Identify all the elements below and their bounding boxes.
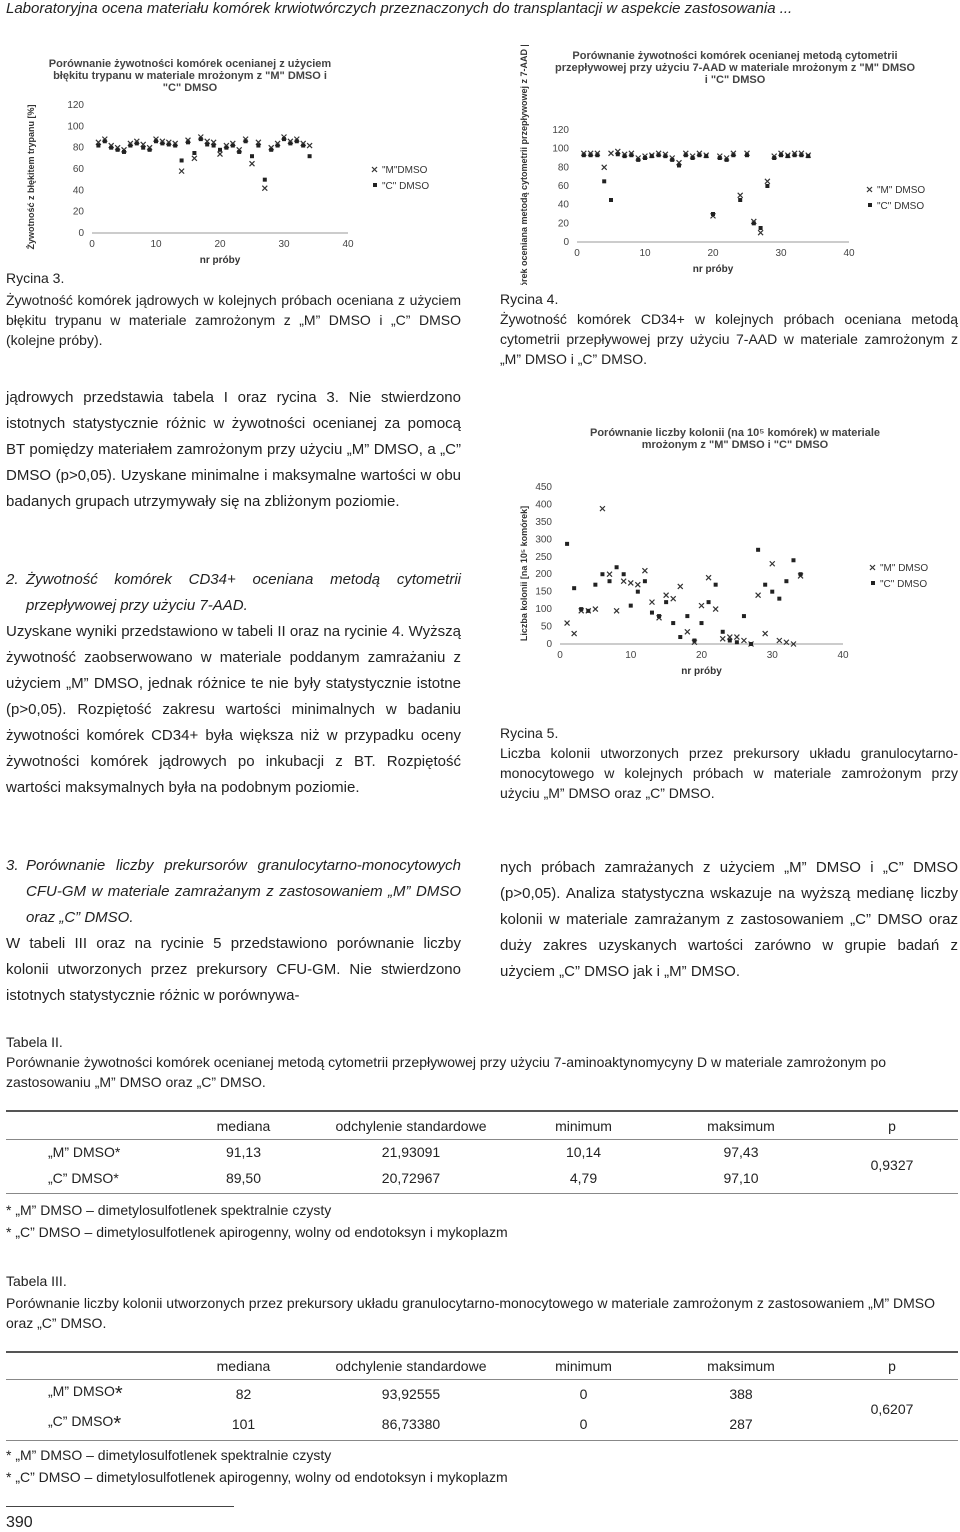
table-3-cell: 0 [579,1386,588,1403]
figure-5-caption: Liczba kolonii utworzonych przez prekursory układu granulocytarno-monocytowego w kolejnych próbach w materiale zamrożonym przy użyciu „M” DMSO oraz „C” DMSO. [500,745,958,801]
data-point-c [212,144,216,148]
data-point-m [593,607,598,612]
data-point-m [713,607,718,612]
y-tick-label: 250 [535,551,552,563]
data-point-c [704,154,708,158]
data-point-c [586,609,590,613]
x-tick-label: 40 [837,650,849,661]
y-tick-label: 100 [535,604,552,616]
x-tick-label: 10 [639,248,651,259]
y-tick-label: 80 [557,162,569,174]
table-2-header: p [888,1117,896,1134]
footer-rule [6,1506,234,1507]
data-point-c [186,140,190,144]
data-point-c [725,158,729,162]
y-tick-label: 60 [557,181,569,192]
table-2-cell: 21,93091 [381,1144,441,1161]
table-3-cell: 86,73380 [381,1416,441,1432]
figure-3-label: Rycina 3. [6,270,65,286]
data-point-m [777,638,782,643]
data-point-c [96,144,100,148]
data-point-c [697,153,701,157]
data-point-m [664,593,669,598]
table-2-header: minimum [555,1117,612,1134]
y-tick-label: 0 [78,228,84,239]
data-point-c [595,153,599,157]
data-point-m [642,568,647,573]
table-3-row-label-text: „M” DMSO [48,1382,115,1399]
data-point-c [308,154,312,158]
data-point-c [728,639,732,643]
table-3-footnote: * „M” DMSO – dimetylosulfotlenek spektralnie czysty [6,1447,332,1463]
table-row [6,1139,958,1165]
y-tick-label: 100 [67,121,84,133]
data-point-c [263,178,267,182]
legend-label: "M" DMSO [880,563,929,574]
data-point-c [269,148,273,152]
data-point-c [288,141,292,145]
y-tick-label: 150 [535,586,552,598]
chart-title-line: "C" DMSO [162,82,218,94]
data-point-c [623,154,627,158]
x-axis-label: nr próby [692,264,734,275]
table-3-row-label-text: „C” DMSO [48,1412,114,1429]
figure-3-caption: Żywotność komórek jądrowych w kolejnych próbach oceniana z użyciem błękitu trypanu w materiale zamrożonym z „M” DMSO i „C” DMSO (kolejne próby). [6,292,461,348]
table-3-bottom-rule [6,1440,958,1441]
data-point-c [663,154,667,158]
data-point-c [609,198,613,202]
y-tick-label: 300 [535,534,552,546]
table-2-bottom-rule [6,1193,958,1194]
y-tick-label: 0 [563,237,569,248]
section-3-heading [6,853,461,931]
data-point-m [678,584,683,589]
data-point-c [256,144,260,148]
table-3-cell: 101 [231,1416,256,1432]
data-point-m [763,631,768,636]
data-point-c [103,139,107,143]
table-2-cell: 89,50 [225,1170,262,1186]
table-2-header: odchylenie standardowe [335,1117,487,1134]
data-point-c [636,590,640,594]
x-tick-label: 10 [150,239,162,250]
y-tick-label: 20 [72,206,84,218]
data-point-c [116,148,120,152]
data-point-m [765,179,770,184]
x-axis-label: nr próby [681,666,722,677]
data-point-c [700,621,704,625]
legend-label: "C" DMSO [382,181,430,192]
data-point-c [629,604,633,608]
table-2-top-rule [6,1110,958,1112]
data-point-c [643,156,647,160]
table-2-cell: 91,13 [225,1144,262,1161]
data-point-c [582,153,586,157]
data-point-c [671,621,675,625]
data-point-c [622,572,626,576]
table-2-cell: 97,43 [723,1144,759,1161]
data-point-c [282,137,286,141]
data-point-m [179,169,184,174]
data-point-c [167,142,171,146]
data-point-c [615,565,619,569]
data-point-c [173,144,177,148]
data-point-m [565,621,570,626]
data-point-m [250,161,255,166]
data-point-c [749,642,753,646]
paragraph-2: Uzyskane wyniki przedstawiono w tabeli II oraz na rycinie 4. Wyższą żywotność zaobserwowano w materiale poddanym zamrażaniu z użyciem „M” DMSO, jednak różnice te nie były statystycznie istotne (p>0,05). Rozpiętość zakresu wartości minimalnych w badaniu żywotności komórek CD34+ była większa niż w przypadku oceny żywotności komórek jądrowych po inkubacji z BT. Rozpiętość wartości maksymalnych była na podobnym poziomie. [6,623,461,796]
x-tick-label: 20 [695,650,708,661]
data-point-c [122,150,126,154]
y-axis-label: Żywotność komórek oceniana metodą cytometrii przepływowej z 7-AAD [%] [519,45,529,285]
data-point-m [192,156,197,161]
data-point-c [756,548,760,552]
data-point-c [579,607,583,611]
section-2-title: Żywotność komórek CD34+ oceniana metodą cytometrii przepływowej przy użyciu 7-AAD. [26,571,461,614]
y-axis-label: Żywotność z błękitem trypanu [%] [26,104,36,250]
data-point-c [250,154,254,158]
table-row [6,1409,958,1439]
data-point-c [650,611,654,615]
x-tick-label: 30 [775,248,787,259]
table-3-cell: 287 [729,1416,753,1432]
figure-4-chart [515,45,960,290]
x-tick-label: 20 [707,248,719,259]
chart-title-line: i "C" DMSO [704,74,766,86]
data-point-c [565,542,569,546]
x-tick-label: 0 [557,650,563,661]
data-point-c [752,221,756,225]
data-point-m [621,579,626,584]
legend-label: "M" DMSO [877,185,926,196]
legend-marker-square [373,183,377,187]
chart-title-line: przepływowej przy użyciu 7-AAD w materiale mrożonym z "M" DMSO [554,62,916,74]
data-point-m [756,593,761,598]
table-3-cell: 93,92555 [381,1386,441,1403]
x-axis-label: nr próby [199,255,241,266]
table-3-row-marker: * [113,1412,122,1435]
data-point-c [745,153,749,157]
data-point-c [602,179,606,183]
y-tick-label: 100 [552,143,569,155]
data-point-c [180,158,184,162]
data-point-c [742,614,746,618]
data-point-m [602,165,607,170]
data-point-c [237,150,241,154]
x-tick-label: 40 [342,239,354,250]
data-point-c [691,156,695,160]
data-point-m [699,603,704,608]
data-point-m [671,596,676,601]
table-3-header: maksimum [707,1357,775,1374]
data-point-c [670,158,674,162]
legend-label: "C" DMSO [880,579,928,590]
data-point-c [657,614,661,618]
data-point-c [608,579,612,583]
data-point-m [734,635,739,640]
data-point-m [758,230,763,235]
y-tick-label: 0 [546,639,552,650]
x-tick-label: 0 [89,239,95,250]
table-2-row-label: „C” DMSO* [48,1170,119,1186]
section-3-title: Porównanie liczby prekursorów granulocytarno-monocytowych CFU-GM w materiale zamrażanym z zastosowaniem „M” DMSO oraz „C” DMSO. [26,857,461,926]
table-2-cell: 10,14 [565,1144,602,1161]
legend-marker-square [871,581,875,585]
data-point-m [628,580,633,585]
data-point-c [199,137,203,141]
x-tick-label: 40 [843,248,855,259]
y-tick-label: 400 [535,499,552,511]
data-point-m [307,143,312,148]
figure-5-label: Rycina 5. [500,725,559,741]
legend-label: "M"DMSO [382,165,428,176]
data-point-m [262,186,267,191]
y-tick-label: 40 [557,199,569,211]
data-point-c [711,212,715,216]
data-point-c [141,146,145,150]
table-2-header: mediana [216,1117,271,1134]
table-2-row-label: „M” DMSO* [48,1144,121,1161]
y-axis-label: Liczba kolonii [na 10⁵ komórek] [519,505,529,642]
x-tick-label: 30 [766,650,778,661]
table-row [6,1379,958,1409]
figure-5-chart [515,420,960,695]
data-point-c [765,184,769,188]
section-2-number: 2. [6,571,19,588]
data-point-m [741,638,746,643]
table-2-header: maksimum [707,1117,775,1134]
data-point-c [793,153,797,157]
data-point-m [738,193,743,198]
table-3-cell: 82 [235,1386,252,1403]
chart-title-line: Porównanie żywotności komórek ocenianej metodą cytometrii [572,50,898,62]
data-point-c [572,586,576,590]
table-2-caption: Porównanie żywotności komórek ocenianej metodą cytometrii przepływowej przy użyciu 7-aminoaktynomycyny D w materiale zamrożonym po zastosowaniu „M” DMSO oraz „C” DMSO. [6,1054,887,1090]
data-point-c [301,144,305,148]
figure-4-label: Rycina 4. [500,291,559,307]
chart-title-line: Porównanie liczby kolonii (na 10⁵ komórek) w materiale [589,427,881,439]
data-point-c [721,630,725,634]
chart-title-line: błękitu trypanu w materiale mrożonym z "M" DMSO i [53,70,327,82]
table-3-row-marker: * [114,1382,123,1405]
y-tick-label: 120 [67,100,84,111]
data-point-c [589,153,593,157]
x-tick-label: 10 [625,650,637,661]
data-point-m [720,636,725,641]
data-point-c [205,142,209,146]
data-point-c [806,154,810,158]
data-point-c [707,600,711,604]
data-point-c [685,614,689,618]
figure-3-chart [20,55,480,280]
data-point-c [791,558,795,562]
y-tick-label: 350 [535,516,552,528]
y-tick-label: 50 [540,621,552,633]
table-3-row-label [6,1379,176,1409]
figure-4-caption: Żywotność komórek CD34+ w kolejnych próbach oceniana metodą cytometrii przepływowej przy użyciu 7-AAD w materiale zamrożonym z „M” DMSO i „C” DMSO. [500,311,958,367]
data-point-c [684,153,688,157]
table-3-cell: 388 [729,1386,753,1403]
table-3-label: Tabela III. [6,1273,67,1289]
table-2 [6,1113,958,1191]
table-3-header: p [888,1357,896,1374]
table-2-cell: 4,79 [569,1170,598,1186]
data-point-c [650,154,654,158]
data-point-m [614,608,619,613]
table-3-header: mediana [216,1357,271,1374]
table-3-cell: 0 [579,1416,588,1432]
data-point-c [657,153,661,157]
running-header: Laboratoryjna ocena materiału komórek krwiotwórczych przeznaczonych do transplantacji w aspekcie zastosowania ... [6,0,793,17]
data-point-c [643,579,647,583]
table-2-cell: 20,72967 [381,1170,441,1186]
chart-title-line: Porównanie żywotności komórek ocenianej z użyciem [48,58,332,70]
data-point-c [295,139,299,143]
legend-marker-square [868,203,872,207]
data-point-c [770,590,774,594]
data-point-c [738,198,742,202]
data-point-c [148,148,152,152]
data-point-c [799,572,803,576]
data-point-m [600,506,605,511]
chart-title-line: mrożonym z "M" DMSO i "C" DMSO [641,439,829,451]
data-point-m [706,575,711,580]
data-point-m [218,152,223,157]
y-tick-label: 450 [535,482,552,493]
data-point-c [600,572,604,576]
data-point-c [786,154,790,158]
paragraph-3: W tabeli III oraz na rycinie 5 przedstawiono porównanie liczby kolonii utworzonych przez prekursory CFU-GM. Nie stwierdzono istotnych statystycznie różnic w porównywa- [6,935,461,1004]
table-2-cell: 97,10 [723,1170,759,1186]
data-point-m [607,572,612,577]
table-2-label: Tabela II. [6,1034,63,1050]
table-3-p-value: 0,6207 [870,1401,914,1418]
data-point-c [772,156,776,160]
y-tick-label: 200 [535,569,552,581]
table-3-row-label [6,1409,176,1439]
y-tick-label: 60 [72,164,84,175]
table-3-header: odchylenie standardowe [335,1357,487,1374]
data-point-c [160,141,164,145]
data-point-c [714,583,718,587]
table-row [6,1165,958,1191]
x-tick-label: 0 [574,248,580,259]
data-point-c [784,579,788,583]
table-3-caption: Porównanie liczby kolonii utworzonych przez prekursory układu granulocytarno-monocytowego w materiale zamrożonym z zastosowaniem „M” DMSO oraz „C” DMSO. [6,1295,936,1331]
section-2-heading [6,567,461,619]
data-point-c [192,151,196,155]
data-point-c [135,141,139,145]
data-point-c [231,144,235,148]
section-3-number: 3. [6,857,19,874]
legend-label: "C" DMSO [877,201,925,212]
y-tick-label: 20 [557,218,569,230]
page-number: 390 [6,1514,33,1531]
data-point-c [759,226,763,230]
data-point-c [593,583,597,587]
paragraph-1: jądrowych przedstawia tabela I oraz rycina 3. Nie stwierdzono istotnych statystycznie różnic w żywotności ocenianej za pomocą BT pomiędzy materiałem zamrożonym przy użyciu „M” DMSO, a „C” DMSO (p>0,05). Uzyskane minimalne i maksymalne wartości w obu badanych grupach utrzymywały się na zbliżonym poziomie. [6,389,461,510]
data-point-c [636,158,640,162]
data-point-c [777,597,781,601]
table-3-header: minimum [555,1357,612,1374]
data-point-m [685,629,690,634]
data-point-m [635,582,640,587]
data-point-c [678,635,682,639]
data-point-c [244,139,248,143]
table-3-footnote: * „C” DMSO – dimetylosulfotlenek apirogenny, wolny od endotoksyn i mykoplazm [6,1469,508,1485]
paragraph-4: nych próbach zamrażanych z użyciem „M” DMSO i „C” DMSO (p>0,05). Analiza statystyczna wskazuje na wyższą medianę liczby kolonii w materiale zamrażanym z zastosowaniem „C” DMSO oraz duży zakres uzyskanych wartości zarówno w grupie badań z użyciem „C” DMSO jak i „M” DMSO. [500,859,958,980]
y-tick-label: 120 [552,125,569,136]
y-tick-label: 40 [72,185,84,197]
data-point-c [224,146,228,150]
x-tick-label: 30 [278,239,290,250]
data-point-c [276,144,280,148]
data-point-c [779,153,783,157]
data-point-c [677,163,681,167]
data-point-c [109,146,113,150]
data-point-m [572,631,577,636]
data-point-c [154,139,158,143]
data-point-c [735,640,739,644]
data-point-c [799,153,803,157]
y-tick-label: 80 [72,142,84,154]
data-point-c [718,156,722,160]
table-2-footnote: * „C” DMSO – dimetylosulfotlenek apirogenny, wolny od endotoksyn i mykoplazm [6,1224,508,1240]
data-point-m [609,151,614,156]
data-point-c [629,153,633,157]
data-point-c [664,600,668,604]
data-point-c [218,148,222,152]
data-point-c [692,639,696,643]
table-3 [6,1353,958,1439]
data-point-c [616,152,620,156]
data-point-c [763,583,767,587]
data-point-m [770,561,775,566]
data-point-m [649,600,654,605]
x-tick-label: 20 [214,239,226,250]
data-point-c [128,144,132,148]
data-point-c [731,153,735,157]
table-2-p-value: 0,9327 [870,1157,914,1174]
table-2-footnote: * „M” DMSO – dimetylosulfotlenek spektralnie czysty [6,1202,332,1218]
